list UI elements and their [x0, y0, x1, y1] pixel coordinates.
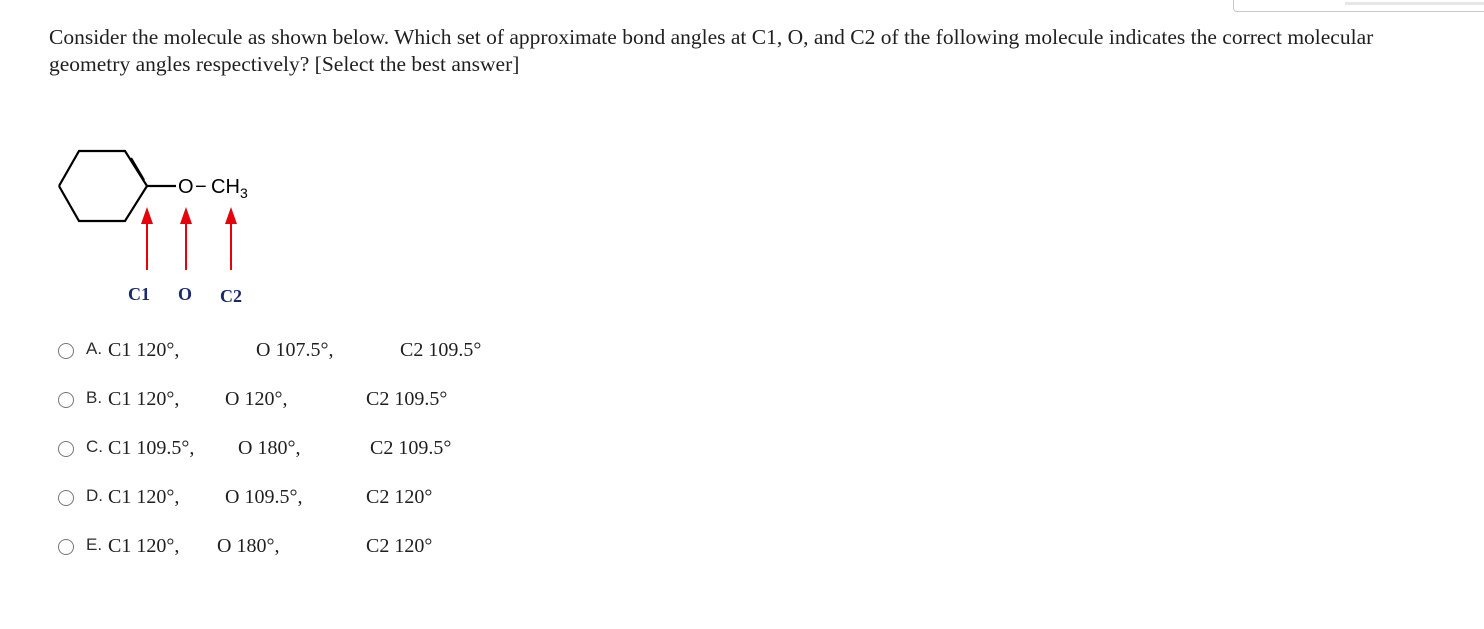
option-letter: E.: [86, 535, 103, 554]
option-c2-angle: C2 120°: [366, 535, 433, 557]
label-o: O: [178, 284, 193, 304]
option-c2-angle: C2 109.5°: [400, 339, 482, 361]
methoxy-dash: −: [195, 176, 207, 198]
radio-option-c[interactable]: [58, 441, 74, 457]
radio-option-e[interactable]: [58, 539, 74, 555]
option-o-angle: O 107.5°,: [256, 339, 334, 361]
option-o-angle: O 180°,: [217, 535, 280, 557]
radio-option-d[interactable]: [58, 490, 74, 506]
molecule-structure: [50, 140, 310, 320]
option-c1-angle: C1 120°,: [108, 486, 180, 508]
option-c1-angle: C1 120°,: [108, 339, 180, 361]
option-letter: A.: [86, 339, 103, 358]
top-right-input-highlight: [1345, 2, 1484, 5]
option-o-angle: O 180°,: [238, 437, 301, 459]
option-letter: C.: [86, 437, 103, 456]
label-c1: C1: [128, 284, 150, 304]
question-text: Consider the molecule as shown below. Which set of approximate bond angles at C1, O, and C2 of the following molecule indicates the correct molecular geometry angles respectively? [Select the best answer]: [49, 25, 1374, 76]
option-letter: B.: [86, 388, 103, 407]
arrow-c2: [225, 207, 237, 270]
methoxy-subscript: 3: [240, 185, 248, 201]
arrow-o: [180, 207, 192, 270]
label-c2: C2: [220, 286, 242, 306]
radio-option-b[interactable]: [58, 392, 74, 408]
option-o-angle: O 109.5°,: [225, 486, 303, 508]
option-c1-angle: C1 120°,: [108, 388, 180, 410]
methoxy-o: O: [178, 176, 194, 198]
option-c2-angle: C2 120°: [366, 486, 433, 508]
molecule-diagram: [50, 140, 310, 325]
option-c2-angle: C2 109.5°: [370, 437, 452, 459]
cyclohexene-ring: [59, 151, 147, 221]
option-o-angle: O 120°,: [225, 388, 288, 410]
option-c2-angle: C2 109.5°: [366, 388, 448, 410]
radio-option-a[interactable]: [58, 343, 74, 359]
option-c1-angle: C1 120°,: [108, 535, 180, 557]
option-letter: D.: [86, 486, 103, 505]
methoxy-ch: CH: [211, 176, 240, 198]
option-c1-angle: C1 109.5°,: [108, 437, 195, 459]
arrow-c1: [141, 207, 153, 270]
